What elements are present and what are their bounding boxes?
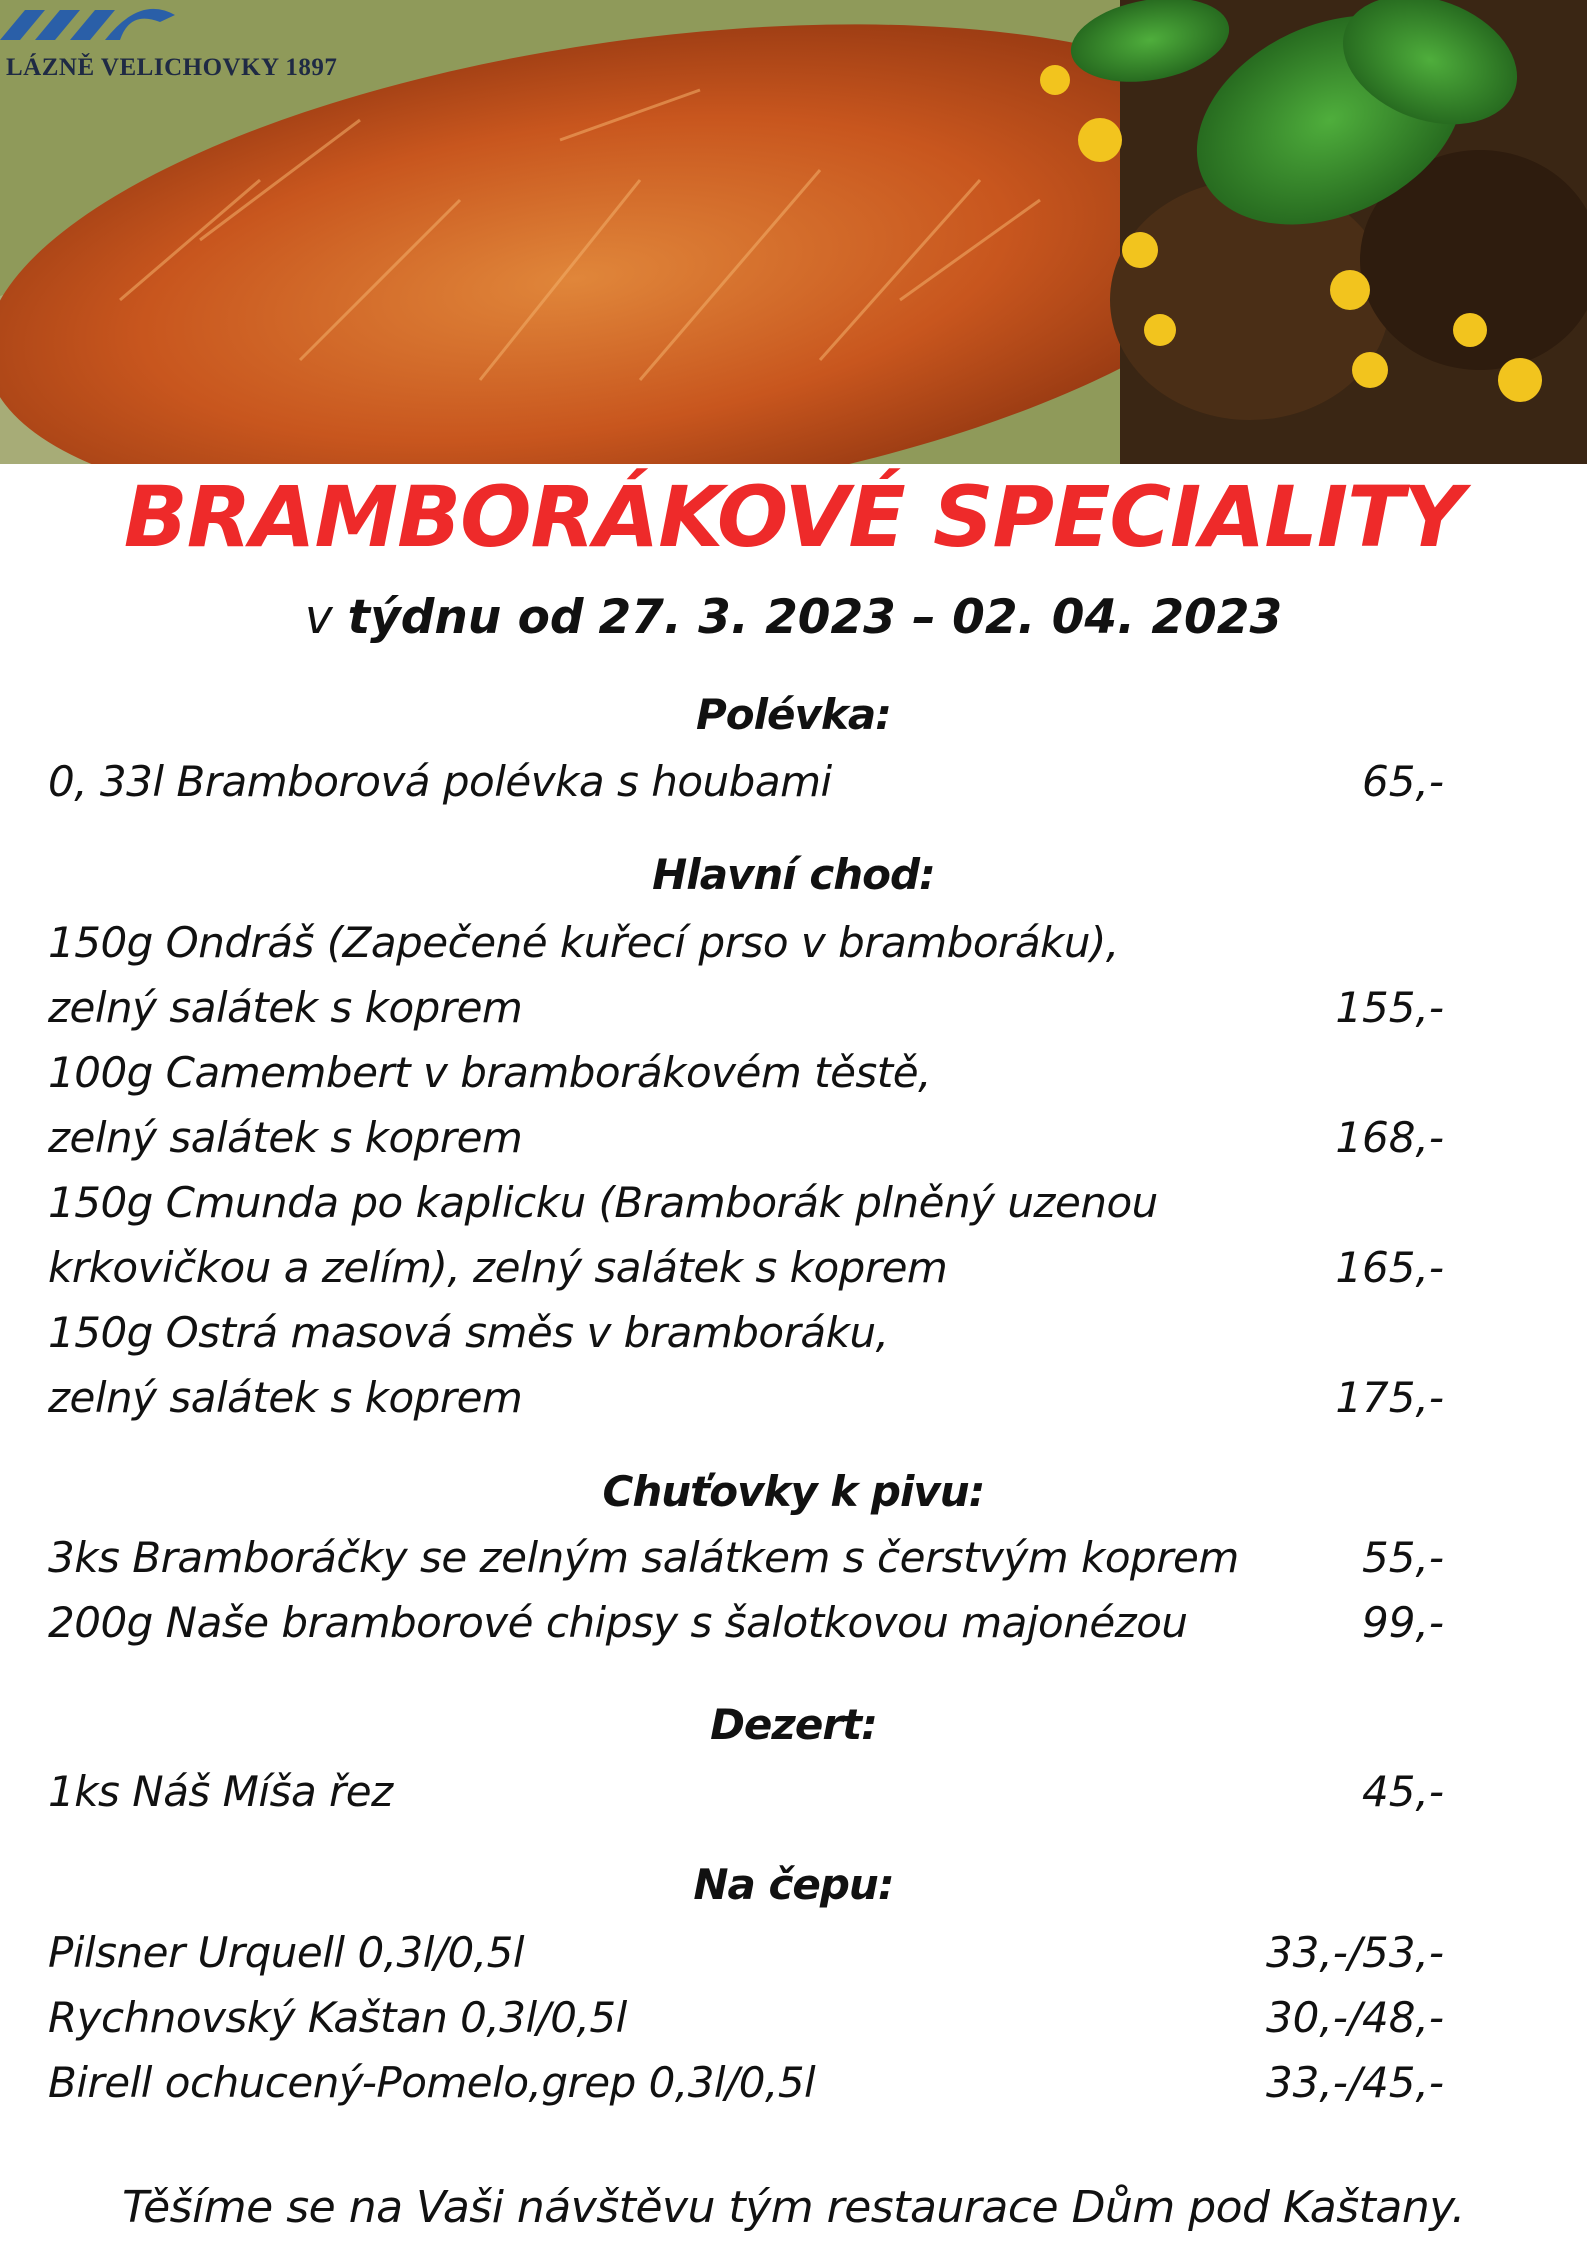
logo xyxy=(0,0,360,88)
week-prefix: v xyxy=(304,590,333,645)
price-main-4: 175,- xyxy=(1335,1373,1444,1422)
hero-food-photo xyxy=(0,0,1587,464)
footer-note: Těšíme se na Vaši návštěvu tým restaurace Dům pod Kaštany. xyxy=(122,2182,1465,2233)
section-heading-tap: Na čepu: xyxy=(693,1860,894,1909)
section-heading-soup: Polévka: xyxy=(696,690,891,739)
menu-item-tap-3: Birell ochucený-Pomelo,grep 0,3l/0,5l xyxy=(48,2058,816,2107)
price-soup-1: 65,- xyxy=(1362,757,1444,806)
menu-item-main-3-line1: 150g Cmunda po kaplicku (Bramborák plněný uzenou xyxy=(48,1178,1158,1227)
menu-item-tap-1: Pilsner Urquell 0,3l/0,5l xyxy=(48,1928,525,1977)
price-tap-2: 30,-/48,- xyxy=(1265,1993,1444,2042)
menu-item-main-3-line2: krkovičkou a zelím), zelný salátek s koprem xyxy=(48,1243,948,1292)
section-heading-snacks: Chuťovky k pivu: xyxy=(602,1467,985,1516)
price-tap-1: 33,-/53,- xyxy=(1265,1928,1444,1977)
page-title: BRAMBORÁKOVÉ SPECIALITY xyxy=(123,468,1464,566)
menu-item-main-2-line1: 100g Camembert v bramborákovém těstě, xyxy=(48,1048,931,1097)
menu-item-snack-1: 3ks Bramboráčky se zelným salátkem s čerstvým koprem xyxy=(48,1533,1239,1582)
menu-item-main-1-line1: 150g Ondráš (Zapečené kuřecí prso v bramboráku), xyxy=(48,918,1119,967)
price-dessert-1: 45,- xyxy=(1362,1767,1444,1816)
week-range xyxy=(0,590,1587,645)
price-main-1: 155,- xyxy=(1335,983,1444,1032)
menu-item-tap-2: Rychnovský Kaštan 0,3l/0,5l xyxy=(48,1993,627,2042)
menu-item-dessert-1: 1ks Náš Míša řez xyxy=(48,1767,393,1816)
price-tap-3: 33,-/45,- xyxy=(1265,2058,1444,2107)
logo-waves-icon xyxy=(0,0,200,50)
price-main-2: 168,- xyxy=(1335,1113,1444,1162)
menu-item-main-2-line2: zelný salátek s koprem xyxy=(48,1113,523,1162)
menu-item-snack-2: 200g Naše bramborové chipsy s šalotkovou majonézou xyxy=(48,1598,1188,1647)
section-heading-main: Hlavní chod: xyxy=(652,850,935,899)
price-snack-2: 99,- xyxy=(1362,1598,1444,1647)
price-main-3: 165,- xyxy=(1335,1243,1444,1292)
logo-text: LÁZNĚ VELICHOVKY 1897 xyxy=(6,54,338,81)
menu-item-main-4-line1: 150g Ostrá masová směs v bramboráku, xyxy=(48,1308,889,1357)
menu-item-main-4-line2: zelný salátek s koprem xyxy=(48,1373,523,1422)
section-heading-dessert: Dezert: xyxy=(710,1700,877,1749)
menu-item-main-1-line2: zelný salátek s koprem xyxy=(48,983,523,1032)
week-label: týdnu od xyxy=(347,590,584,645)
week-dates: 27. 3. 2023 – 02. 04. 2023 xyxy=(598,590,1283,645)
menu-item-soup-1: 0, 33l Bramborová polévka s houbami xyxy=(48,757,832,806)
price-snack-1: 55,- xyxy=(1362,1533,1444,1582)
